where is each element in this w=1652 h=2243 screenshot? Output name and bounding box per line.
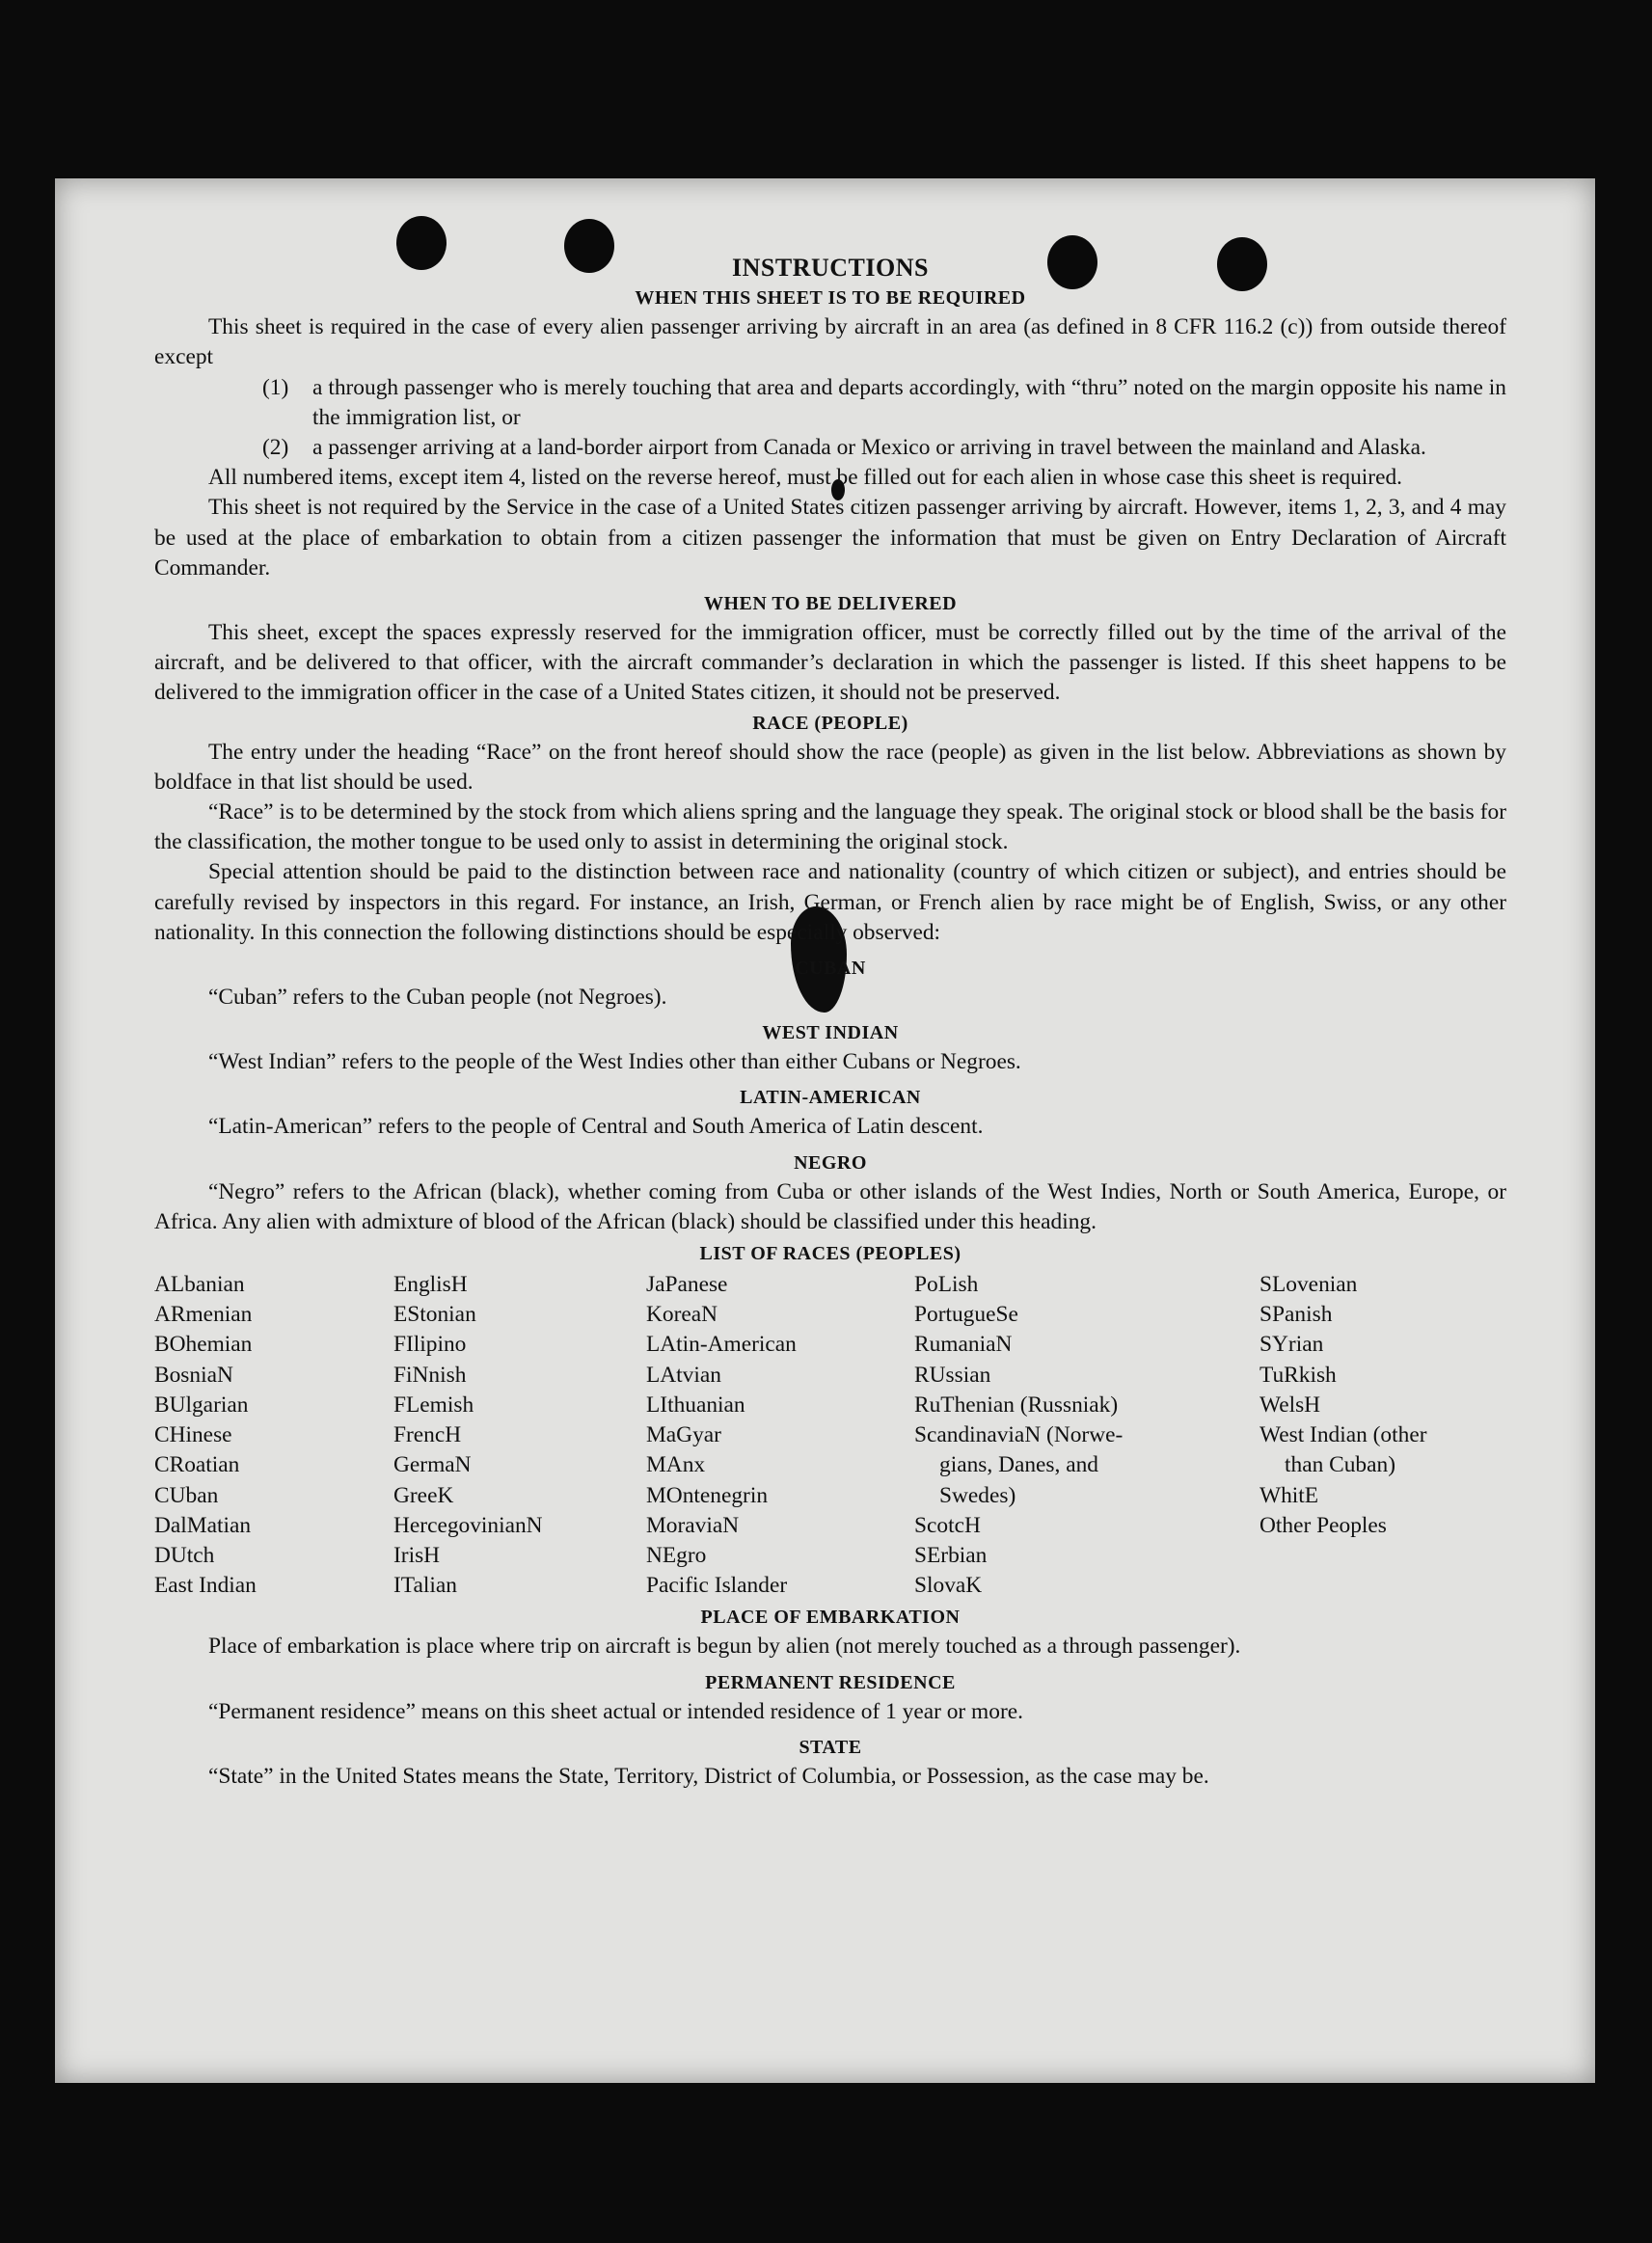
race-item: GreeK: [393, 1482, 454, 1508]
race-item: CRoatian: [154, 1452, 240, 1478]
race-item: JaPanese: [646, 1272, 728, 1298]
race-item: BosniaN: [154, 1362, 233, 1388]
race-item: WhitE: [1259, 1482, 1319, 1508]
race-item: HercegovinianN: [393, 1512, 543, 1538]
race-item-continuation: gians, Danes, and: [939, 1452, 1098, 1478]
race-item: TuRkish: [1259, 1362, 1337, 1388]
definition-text: “West Indian” refers to the people of the West Indies other than either Cubans or Negroes.: [208, 1049, 1021, 1075]
race-item-continuation: than Cuban): [1285, 1452, 1395, 1478]
race-item: MOntenegrin: [646, 1482, 769, 1508]
race-item: GermaN: [393, 1452, 472, 1478]
exception-item: [154, 433, 1506, 463]
closing-sections: [154, 1603, 1506, 1792]
race-item-continuation: Swedes): [939, 1482, 1016, 1508]
definition-text: “State” in the United States means the State, Territory, District of Columbia, or Possession, as the case may be.: [208, 1763, 1209, 1789]
race-item: RumaniaN: [914, 1332, 1013, 1358]
definition-text: “Cuban” refers to the Cuban people (not Negroes).: [208, 985, 667, 1011]
exception-item: [154, 373, 1506, 433]
heading-state: STATE: [799, 1736, 862, 1758]
race-item: West Indian (other: [1259, 1422, 1427, 1448]
race-item: Pacific Islander: [646, 1573, 788, 1599]
race-item: ALbanian: [154, 1272, 245, 1298]
race-item: FIlipino: [393, 1332, 467, 1358]
race-item: MaGyar: [646, 1422, 721, 1448]
race-item: FiNnish: [393, 1362, 467, 1388]
definition-text: “Latin-American” refers to the people of Central and South America of Latin descent.: [208, 1114, 984, 1140]
race-item: SYrian: [1259, 1332, 1324, 1358]
race-item: SPanish: [1259, 1302, 1333, 1328]
race-item: ARmenian: [154, 1302, 253, 1328]
race-item: WelsH: [1259, 1392, 1321, 1418]
heading-west-indian: WEST INDIAN: [762, 1022, 899, 1044]
race-item: MAnx: [646, 1452, 706, 1478]
race-item: KoreaN: [646, 1302, 718, 1328]
race-item: CUban: [154, 1482, 219, 1508]
definition-text: “Negro” refers to the African (black), whether coming from Cuba or other islands of the West Indies, North or South America, Europe, or Africa. Any alien with admixture of blood of the African (black) should be classified under this heading.: [154, 1178, 1506, 1234]
race-item: PortugueSe: [914, 1302, 1018, 1328]
paragraph: This sheet is not required by the Service in the case of a United States citizen passenger arriving by aircraft. However, items 1, 2, 3, and 4 may be used at the place of embarkation to obtain from a citizen passenger the information that must be given on Entry Declaration of Aircraft Commander.: [154, 495, 1506, 581]
race-item: BOhemian: [154, 1332, 253, 1358]
paragraph: “Race” is to be determined by the stock from which aliens spring and the language they speak. The original stock or blood shall be the basis for the classification, the mother tongue to be used only to assist in determining the original stock.: [154, 799, 1506, 855]
heading-when-required: WHEN THIS SHEET IS TO BE REQUIRED: [635, 287, 1026, 310]
race-item: DalMatian: [154, 1512, 252, 1538]
race-item: EStonian: [393, 1302, 476, 1328]
paragraph: This sheet is required in the case of every alien passenger arriving by aircraft in an area (as defined in 8 CFR 116.2 (c)) from outside thereof except: [154, 314, 1506, 370]
heading-cuban: CUBAN: [795, 958, 866, 980]
paragraph: The entry under the heading “Race” on the front hereof should show the race (people) as given in the list below. Abbreviations as shown by boldface in that list should be used.: [154, 739, 1506, 795]
heading-race: RACE (PEOPLE): [752, 712, 908, 734]
races-column: [914, 1270, 1259, 1601]
race-item: ScandinaviaN (Norwe-: [914, 1422, 1124, 1448]
item-number: (1): [262, 374, 289, 400]
races-column: [154, 1270, 393, 1601]
item-text: a passenger arriving at a land-border airport from Canada or Mexico or arriving in travel between the mainland and Alaska.: [312, 435, 1426, 461]
race-item: LAtvian: [646, 1362, 721, 1388]
race-item: FLemish: [393, 1392, 474, 1418]
item-number: (2): [262, 435, 289, 461]
race-item: EnglisH: [393, 1272, 468, 1298]
heading-list-of-races: LIST OF RACES (PEOPLES): [699, 1243, 961, 1265]
race-item: PoLish: [914, 1272, 979, 1298]
definition-text: “Permanent residence” means on this sheet actual or intended residence of 1 year or more.: [208, 1698, 1023, 1724]
instructions-content: [154, 253, 1506, 1792]
race-item: BUlgarian: [154, 1392, 249, 1418]
race-item: CHinese: [154, 1422, 232, 1448]
races-column: [646, 1270, 914, 1601]
race-item: FrencH: [393, 1422, 462, 1448]
heading-permanent-residence: PERMANENT RESIDENCE: [705, 1671, 956, 1693]
races-list: [154, 1270, 1506, 1601]
race-item: ScotcH: [914, 1512, 981, 1538]
race-item: NEgro: [646, 1542, 707, 1568]
race-item: MoraviaN: [646, 1512, 740, 1538]
race-item: ITalian: [393, 1573, 457, 1599]
race-item: RuThenian (Russniak): [914, 1392, 1119, 1418]
race-item: IrisH: [393, 1542, 441, 1568]
definition-text: Place of embarkation is place where trip on aircraft is begun by alien (not merely touched as a through passenger).: [208, 1634, 1241, 1660]
race-item: SlovaK: [914, 1573, 983, 1599]
race-item: SLovenian: [1259, 1272, 1358, 1298]
page-title: INSTRUCTIONS: [732, 254, 929, 282]
race-item: LIthuanian: [646, 1392, 745, 1418]
heading-negro: NEGRO: [794, 1151, 867, 1174]
races-column: [1259, 1270, 1506, 1601]
race-item: East Indian: [154, 1573, 257, 1599]
paragraph: All numbered items, except item 4, listed on the reverse hereof, must be filled out for each alien in whose case this sheet is required.: [208, 465, 1403, 491]
race-item: Other Peoples: [1259, 1512, 1387, 1538]
heading-embarkation: PLACE OF EMBARKATION: [700, 1607, 961, 1629]
race-item: RUssian: [914, 1362, 991, 1388]
paragraph: This sheet, except the spaces expressly reserved for the immigration officer, must be correctly filled out by the time of the arrival of the aircraft, and be delivered to that officer, with the aircraft commander’s declaration in which the passenger is listed. If this sheet happens to be delivered to the immigration officer in the case of a United States citizen, it should not be preserved.: [154, 620, 1506, 706]
race-item: DUtch: [154, 1542, 215, 1568]
races-column: [393, 1270, 646, 1601]
heading-when-delivered: WHEN TO BE DELIVERED: [703, 593, 958, 615]
heading-latin-american: LATIN-AMERICAN: [740, 1087, 921, 1109]
race-item: SErbian: [914, 1542, 988, 1568]
race-item: LAtin-American: [646, 1332, 797, 1358]
paragraph: Special attention should be paid to the distinction between race and nationality (country of which citizen or subject), and entries should be carefully revised by inspectors in this regard. For instance, an Irish, German, or French alien by race might be of English, Swiss, or any other nationality. In this connection the following distinctions should be especially observed:: [154, 859, 1506, 945]
item-text: a through passenger who is merely touching that area and departs accordingly, with “thru” noted on the margin opposite his name in the immigration list, or: [312, 374, 1506, 430]
